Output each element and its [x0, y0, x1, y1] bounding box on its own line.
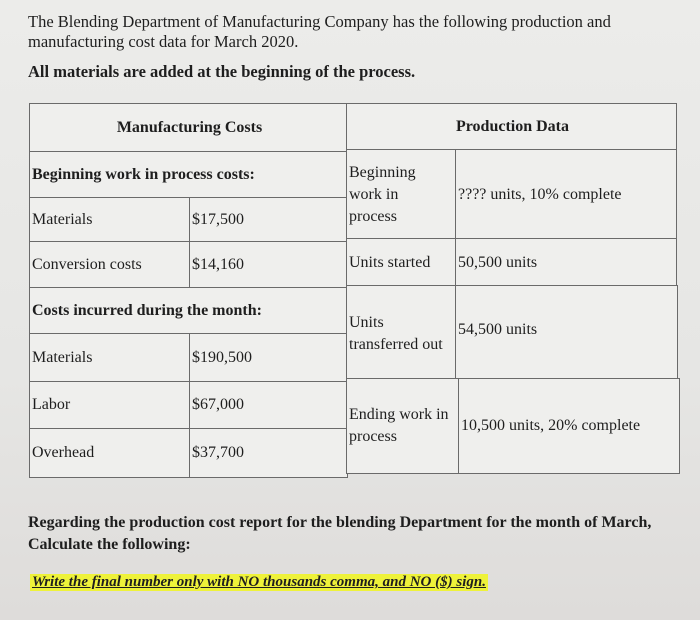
incurred-costs-heading: Costs incurred during the month:	[29, 287, 348, 335]
units-transferred-value: 54,500 units	[455, 285, 678, 380]
incurred-materials-label: Materials	[29, 333, 191, 383]
bwip-conversion-value: $14,160	[189, 241, 348, 289]
intro-text: The Blending Department of Manufacturing Company has the following production and manufacturing cost data for March 2020.	[28, 12, 611, 51]
bwip-costs-heading: Beginning work in process costs:	[29, 151, 348, 199]
bwip-units-value: ???? units, 10% complete	[455, 149, 677, 240]
units-transferred-label: Units transferred out	[346, 285, 457, 380]
labor-label: Labor	[29, 381, 191, 430]
production-data-header: Production Data	[346, 103, 677, 151]
bwip-conversion-label: Conversion costs	[29, 241, 191, 289]
question-text: Regarding the production cost report for the blending Department for the month of March, Calculate the following:	[28, 514, 652, 553]
ending-wip-value: 10,500 units, 20% complete	[458, 378, 680, 474]
highlighted-instruction: Write the final number only with NO thousands comma, and NO ($) sign.	[32, 574, 486, 590]
bwip-materials-value: $17,500	[189, 197, 348, 243]
manufacturing-costs-header: Manufacturing Costs	[29, 103, 348, 153]
ending-wip-label: Ending work in process	[346, 378, 460, 474]
bwip-units-label: Beginning work in process	[346, 149, 457, 240]
note-text: All materials are added at the beginning of the process.	[28, 62, 416, 81]
units-started-value: 50,500 units	[455, 238, 677, 287]
labor-value: $67,000	[189, 381, 348, 430]
bwip-materials-label: Materials	[29, 197, 191, 243]
units-started-label: Units started	[346, 238, 457, 287]
overhead-value: $37,700	[189, 428, 348, 478]
overhead-label: Overhead	[29, 428, 191, 478]
incurred-materials-value: $190,500	[189, 333, 348, 383]
